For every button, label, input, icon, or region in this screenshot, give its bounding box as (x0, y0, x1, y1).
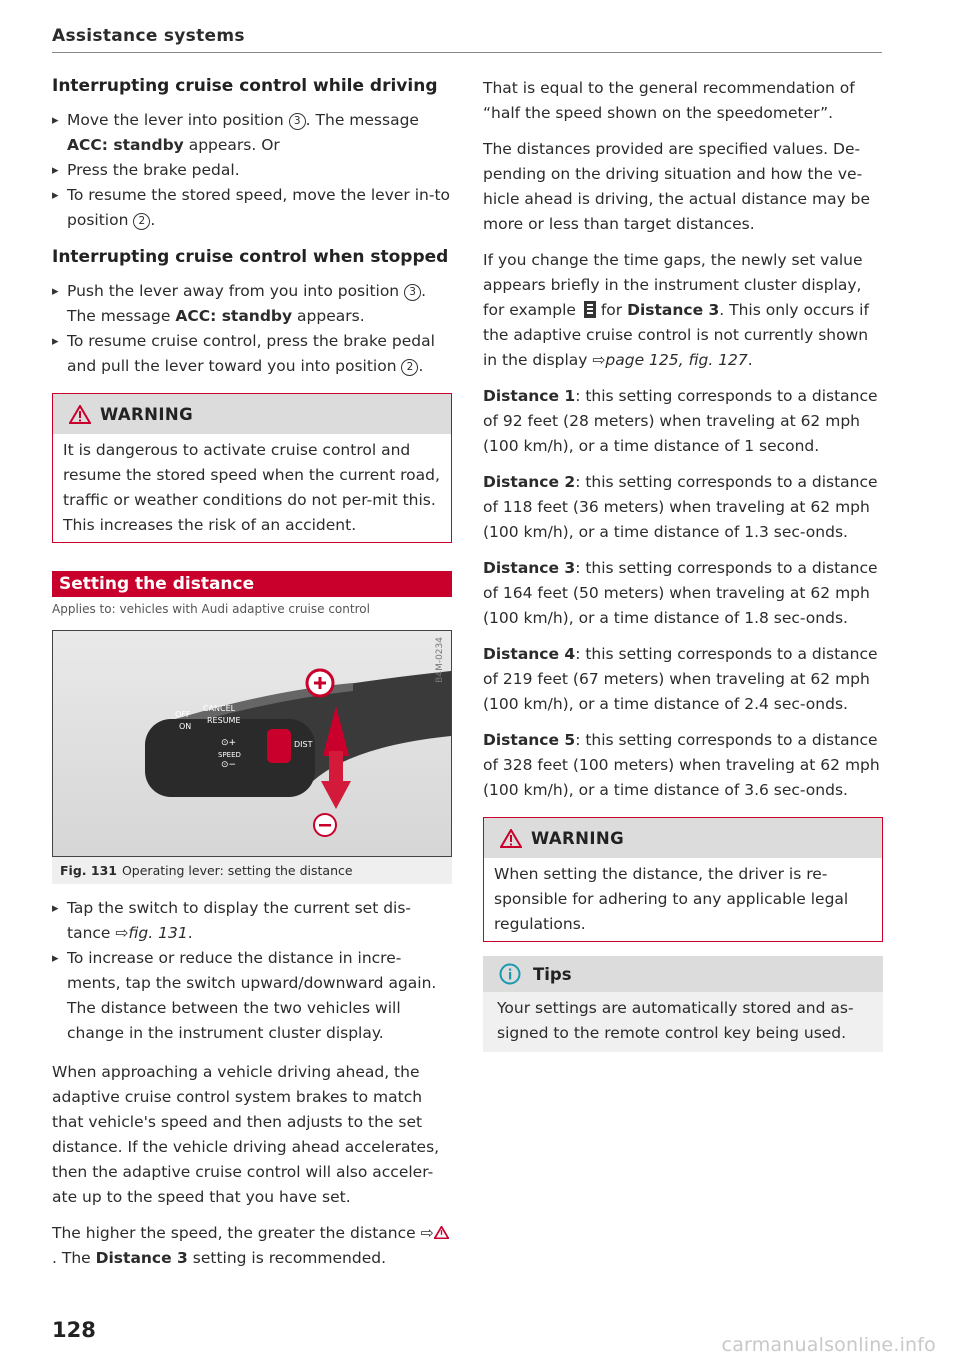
bullet-increase-distance: ▸ To increase or reduce the distance in incre-ments, tap the switch upward/downward again. The distance between the two vehicles will change in the instrument cluster display. (52, 946, 452, 1046)
arrow-ref-icon: ⇨ (420, 1224, 434, 1242)
para-distance-4: Distance 4: this setting corresponds to a distance of 219 feet (67 meters) when traveling at 62 mph (100 km/h), or a time distance of 2.4 sec-onds. (483, 645, 878, 713)
bullet-push-lever: ▸ Push the lever away from you into position 3 . The message ACC: standby appears. (52, 279, 452, 329)
figure-operating-lever (52, 630, 452, 857)
bullet-brake: ▸ Press the brake pedal. (52, 158, 452, 183)
bullet-resume-cruise: ▸ To resume cruise control, press the brake pedal and pull the lever toward you into position 2 . (52, 329, 452, 379)
lever-label-speed: SPEED (218, 751, 241, 759)
lever-label-dist: DIST (294, 740, 313, 749)
warning-triangle-icon[interactable] (434, 1226, 449, 1239)
position-3-marker: 3 (289, 113, 306, 130)
lever-label-resume: RESUME (207, 716, 241, 725)
para-distance-3: Distance 3: this setting corresponds to a distance of 164 feet (50 meters) when traveling at 62 mph (100 km/h), or a time distance of 1.8 sec-onds. (483, 559, 878, 627)
figure-caption: Fig. 131 Operating lever: setting the distance (52, 857, 452, 884)
warning-box (483, 817, 883, 942)
bullet-resume-speed: ▸ To resume the stored speed, move the lever in-to position 2 . (52, 183, 452, 233)
para-recommendation: That is equal to the general recommendation of “half the speed shown on the speedometer”. (483, 79, 855, 122)
warning-text: It is dangerous to activate cruise control and resume the stored speed when the current road, traffic or weather conditions do not per-mit this. This increases the risk of an accident. (63, 441, 440, 534)
header-title: Assistance systems (52, 26, 245, 46)
warning-box (52, 393, 452, 543)
page-number: 128 (52, 1318, 96, 1342)
position-3-marker: 3 (404, 284, 421, 301)
para-approaching: When approaching a vehicle driving ahead, the adaptive cruise control system brakes to match that vehicle's speed and then adjusts to the set distance. If the vehicle driving ahead accelerates, then the adaptive cruise control will also acceler-ate up to the speed that you have set. (52, 1063, 440, 1206)
heading-interrupt-stopped: Interrupting cruise control when stopped (52, 247, 449, 267)
para-distance-2: Distance 2: this setting corresponds to a distance of 118 feet (36 meters) when traveling at 62 mph (100 km/h), or a time distance of 1.3 sec-onds. (483, 473, 878, 541)
page-link[interactable]: page 125, fig. 127 (605, 351, 748, 369)
warning-triangle-icon (69, 405, 91, 424)
lever-label-cancel: CANCEL (203, 704, 236, 713)
position-2-marker: 2 (401, 359, 418, 376)
lever-label-on: ON (179, 722, 192, 731)
position-2-marker: 2 (133, 213, 150, 230)
right-column (483, 76, 883, 1052)
page-header (52, 26, 882, 53)
tips-header: Tips (483, 956, 883, 992)
arrow-ref-icon: ⇨ (592, 351, 606, 369)
svg-text:⊙−: ⊙− (221, 760, 237, 770)
svg-text:⊙+: ⊙+ (221, 738, 237, 748)
applies-to: Applies to: vehicles with Audi adaptive cruise control (52, 602, 370, 616)
info-icon (499, 963, 521, 985)
distance-switch[interactable] (267, 729, 291, 763)
heading-interrupt-driving: Interrupting cruise control while driving (52, 76, 438, 96)
tips-text: Your settings are automatically stored and as-signed to the remote control key being used. (483, 992, 883, 1052)
figure-link[interactable]: fig. 131 (128, 924, 188, 942)
para-time-gaps: If you change the time gaps, the newly set value appears briefly in the instrument cluster display, for example for Distance 3. This only occurs if the adaptive cruise control is not currently shown in the display ⇨page 125, fig. 127. (483, 251, 869, 369)
bullet-tap-switch: ▸ Tap the switch to display the current set dis-tance ⇨fig. 131. (52, 896, 452, 946)
para-distance-5: Distance 5: this setting corresponds to a distance of 328 feet (100 meters) when traveling at 62 mph (100 km/h), or a time distance of 3.6 sec-onds. (483, 731, 880, 799)
bullet-move-lever: ▸ Move the lever into position 3 . The message ACC: standby appears. Or (52, 108, 452, 158)
lever-illustration (53, 631, 451, 856)
warning-header: WARNING (484, 818, 882, 858)
tips-box (483, 956, 883, 1052)
warning-header: WARNING (53, 394, 451, 434)
arrow-ref-icon: ⇨ (115, 924, 129, 942)
warning-triangle-icon (500, 829, 522, 848)
section-title: Setting the distance (52, 571, 452, 597)
left-column (52, 76, 452, 1282)
lever-label-off: OFF (175, 710, 191, 719)
figure-id: B4M-0234 (435, 637, 445, 683)
para-higher-speed: The higher the speed, the greater the distance ⇨. The Distance 3 setting is recommended. (52, 1221, 452, 1271)
warning-text: When setting the distance, the driver is re-sponsible for adhering to any applicable legal regulations. (494, 865, 849, 933)
distance-3-display-icon (584, 301, 596, 318)
para-distance-1: Distance 1: this setting corresponds to a distance of 92 feet (28 meters) when traveling at 62 mph (100 km/h), or a time distance of 1 second. (483, 387, 878, 455)
watermark: carmanualsonline.info (721, 1334, 936, 1356)
para-specified-values: The distances provided are specified values. De-pending on the driving situation and how the ve-hicle ahead is driving, the actual distance may be more or less than target distances. (483, 140, 871, 233)
